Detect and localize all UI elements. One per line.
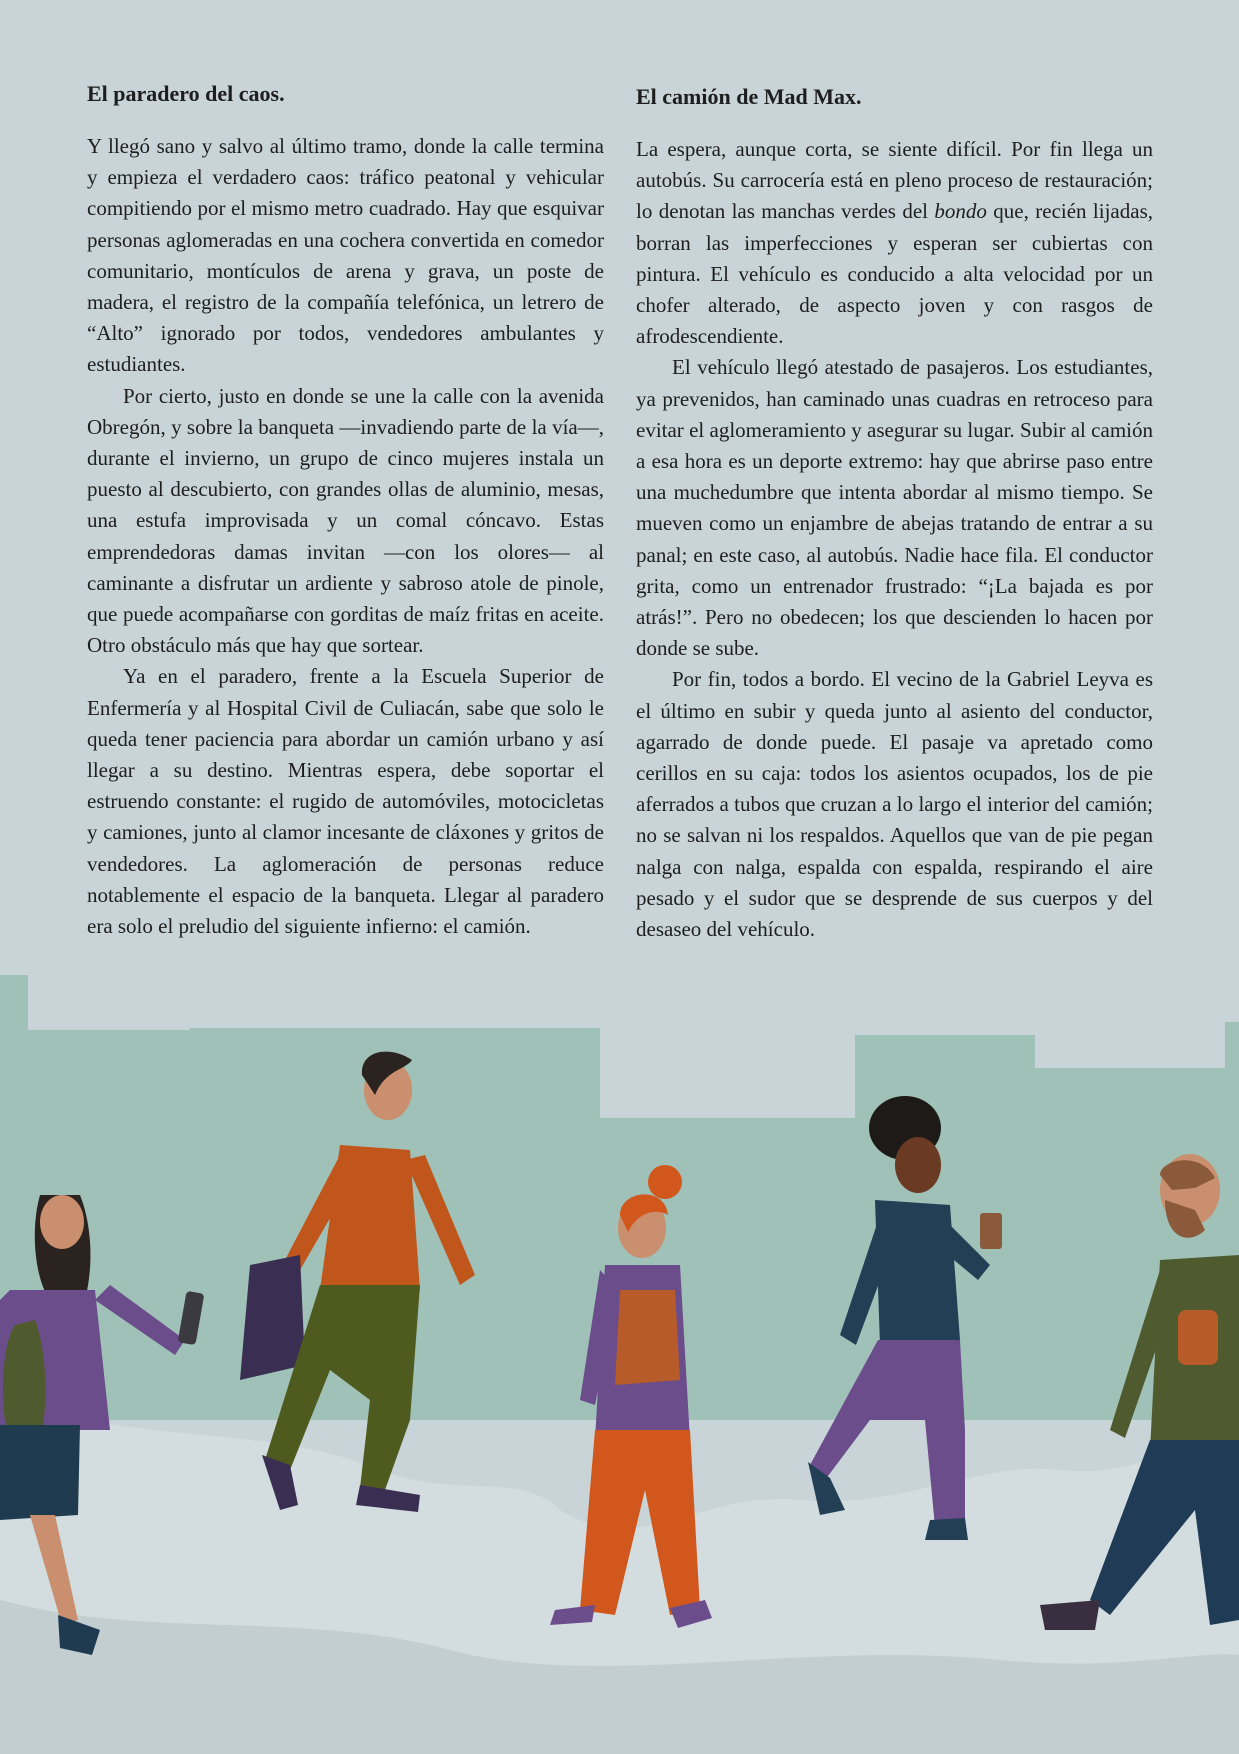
right-paragraph-2: El vehículo llegó atestado de pasajeros. Los estudiantes, ya prevenidos, han caminado unas cuadras en retroceso para evitar el aglomeramiento y asegurar su lugar. Subir al camión a esa hora es un deporte extremo: hay que abrirse paso entre una muchedumbre que intenta abordar al mismo tiempo. Se mueven como un enjambre de abejas tratando de entrar a su panal; en este caso, al autobús. Nadie hace fila. El conductor grita, como un entrenador frustrado: “¡La bajada es por atrás!”. Pero no obedecen; los que descienden lo hacen por donde se sube. xyxy=(636,355,1153,661)
left-paragraph-1: Y llegó sano y salvo al último tramo, donde la calle termina y empieza el verdadero caos: tráfico peatonal y vehicular compitiendo por el mismo metro cuadrado. Hay que esquivar personas aglomeradas en una cochera convertida en comedor comunitario, montículos de arena y grava, un poste de madera, el registro de la compañía telefónica, un letrero de “Alto” ignorado por todos, vendedores ambulantes y estudiantes. xyxy=(87,134,604,377)
left-paragraph-2: Por cierto, justo en donde se une la calle con la avenida Obregón, y sobre la banqueta —invadiendo parte de la vía—, durante el invierno, un grupo de cinco mujeres instala un puesto al descubierto, con grandes ollas de aluminio, mesas, una estufa improvisada y un comal cóncavo. Estas emprendedoras damas invitan —con los olores— al caminante a disfrutar un ardiente y sabroso atole de pinole, que puede acompañarse con gorditas de maíz fritas en aceite. Otro obstáculo más que hay que sortear. xyxy=(87,383,604,658)
right-heading: El camión de Mad Max. xyxy=(636,84,862,109)
right-paragraph-3: Por fin, todos a bordo. El vecino de la Gabriel Leyva es el último en subir y queda junto al asiento del conductor, agarrado de donde puede. El pasaje va apretado como cerillos en su caja: todos los asientos ocupados, los de pie aferrados a tubos que cruzan a lo largo el interior del camión; no se salvan ni los respaldos. Aquellos que van de pie pegan nalga con nalga, espalda con espalda, respirando el aire pesado y el sudor que se desprende de sus cuerpos y del desaseo del vehículo. xyxy=(636,667,1153,942)
right-paragraph-1-start: La espera, aunque corta, se siente difícil. Por fin llega un autobús. Su carrocería está en pleno proceso de restauración; lo denotan las manchas verdes del xyxy=(636,137,1153,224)
left-paragraph-3: Ya en el paradero, frente a la Escuela Superior de Enfermería y al Hospital Civil de Culiacán, sabe que solo le queda tener paciencia para abordar un camión urbano y así llegar a su destino. Mientras espera, debe soportar el estruendo constante: el rugido de automóviles, motocicletas y camiones, junto al clamor incesante de cláxones y gritos de vendedores. La aglomeración de personas reduce notablemente el espacio de la banqueta. Llegar al paradero era solo el preludio del siguiente infierno: el camión. xyxy=(87,664,604,939)
right-column xyxy=(636,82,1153,945)
right-paragraph-1-end: que, recién lijadas, borran las imperfecciones y esperan ser cubiertas con pintura. El vehículo es conducido a alta velocidad por un chofer alterado, de aspecto joven y con rasgos de afrodescendiente. xyxy=(636,199,1153,349)
italic-word-bondo: bondo xyxy=(934,199,987,224)
left-column xyxy=(87,79,604,942)
right-paragraph-1 xyxy=(636,134,1153,352)
left-heading: El paradero del caos. xyxy=(87,81,285,106)
